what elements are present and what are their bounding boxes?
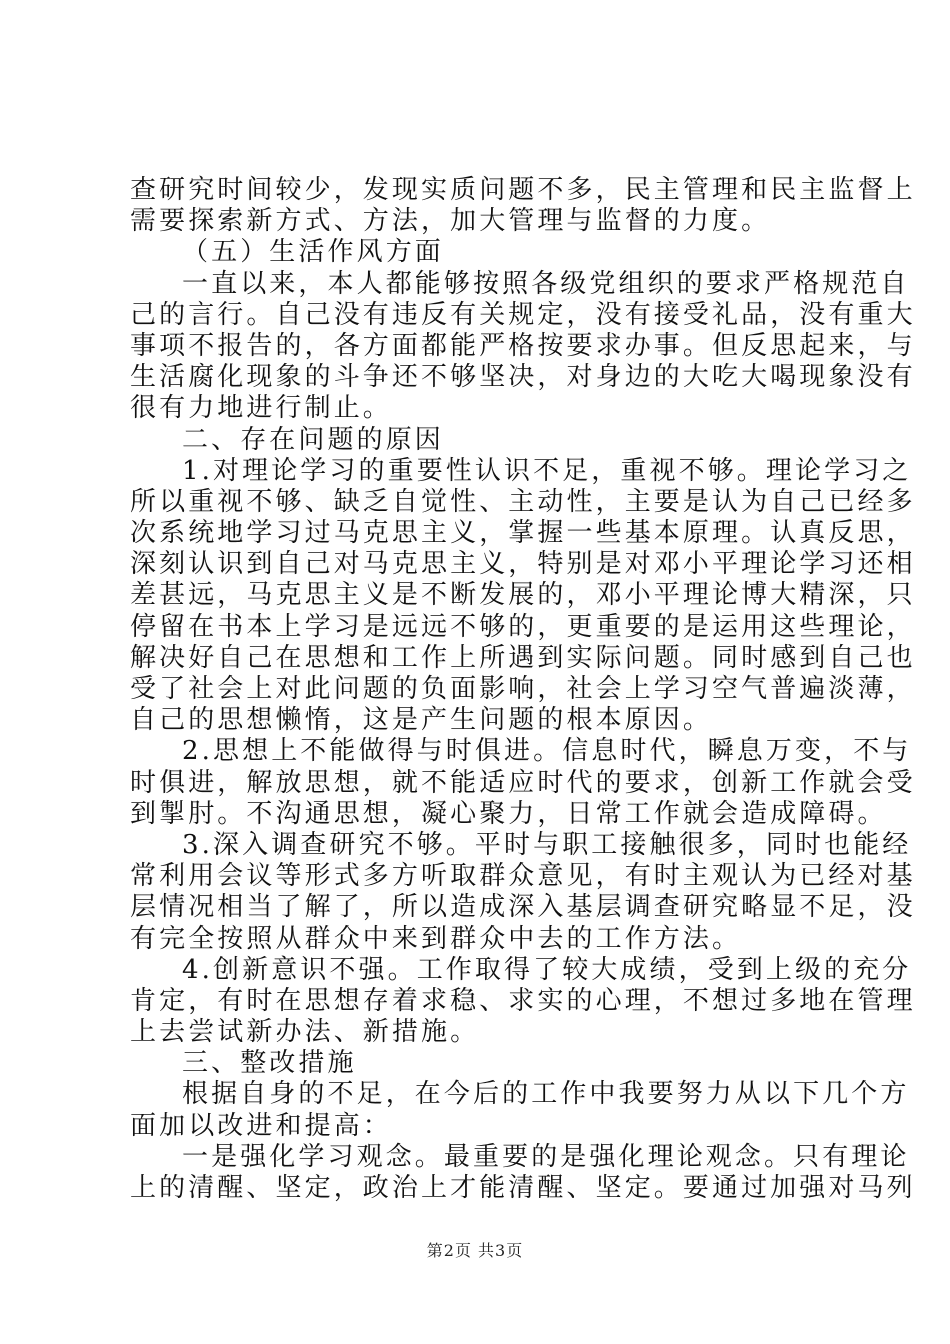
text-line: 一是强化学习观念。最重要的是强化理论观念。只有理论 (182, 1141, 910, 1172)
text-line: 上的清醒、坚定，政治上才能清醒、坚定。要通过加强对马列 (130, 1173, 916, 1203)
text-line: 深刻认识到自己对马克思主义，特别是对邓小平理论学习还相 (130, 549, 916, 580)
text-line: 常利用会议等形式多方听取群众意见，有时主观认为已经对基 (130, 861, 916, 892)
text-line: （五）生活作风方面 (182, 237, 444, 268)
text-line: 解决好自己在思想和工作上所遇到实际问题。同时感到自己也 (130, 642, 916, 673)
text-line: 根据自身的不足，在今后的工作中我要努力从以下几个方 (182, 1079, 910, 1110)
text-line: 1.对理论学习的重要性认识不足，重视不够。理论学习之 (182, 455, 912, 486)
document-body (130, 175, 916, 1204)
text-line: 4.创新意识不强。工作取得了较大成绩，受到上级的充分 (182, 954, 912, 985)
text-line: 肯定，有时在思想存着求稳、求实的心理，不想过多地在管理 (130, 985, 916, 1016)
text-line: 时俱进，解放思想，就不能适应时代的要求，创新工作就会受 (130, 767, 916, 798)
text-line: 面加以改进和提高： (130, 1110, 392, 1141)
text-line: 一直以来，本人都能够按照各级党组织的要求严格规范自 (182, 268, 910, 299)
text-line: 差甚远，马克思主义是不断发展的，邓小平理论博大精深，只 (130, 580, 916, 611)
text-line: 到掣肘。不沟通思想，凝心聚力，日常工作就会造成障碍。 (130, 798, 887, 829)
text-line: 查研究时间较少，发现实质问题不多，民主管理和民主监督上 (130, 175, 916, 205)
page-footer: 第2页 共3页 (426, 1241, 524, 1260)
text-line: 上去尝试新办法、新措施。 (130, 1017, 480, 1048)
text-line: 2.思想上不能做得与时俱进。信息时代，瞬息万变，不与 (182, 736, 912, 767)
text-line: 所以重视不够、缺乏自觉性、主动性，主要是认为自己已经多 (130, 486, 916, 517)
text-line: 三、整改措施 (182, 1048, 357, 1079)
text-line: 有完全按照从群众中来到群众中去的工作方法。 (130, 923, 742, 954)
text-line: 事项不报告的，各方面都能严格按要求办事。但反思起来，与 (130, 330, 916, 361)
text-line: 需要探索新方式、方法，加大管理与监督的力度。 (130, 206, 771, 237)
text-line: 受了社会上对此问题的负面影响，社会上学习空气普遍淡薄， (130, 674, 916, 704)
text-line: 很有力地进行制止。 (130, 393, 392, 424)
text-line: 3.深入调查研究不够。平时与职工接触很多，同时也能经 (182, 829, 912, 860)
text-line: 层情况相当了解了，所以造成深入基层调查研究略显不足，没 (130, 892, 916, 923)
text-line: 己的言行。自己没有违反有关规定，没有接受礼品，没有重大 (130, 299, 916, 330)
text-line: 生活腐化现象的斗争还不够坚决，对身边的大吃大喝现象没有 (130, 362, 916, 393)
text-line: 次系统地学习过马克思主义，掌握一些基本原理。认真反思， (130, 518, 916, 549)
text-line: 二、存在问题的原因 (182, 424, 444, 455)
text-line: 停留在书本上学习是远远不够的，更重要的是运用这些理论， (130, 611, 916, 642)
text-line: 自己的思想懒惰，这是产生问题的根本原因。 (130, 705, 713, 736)
